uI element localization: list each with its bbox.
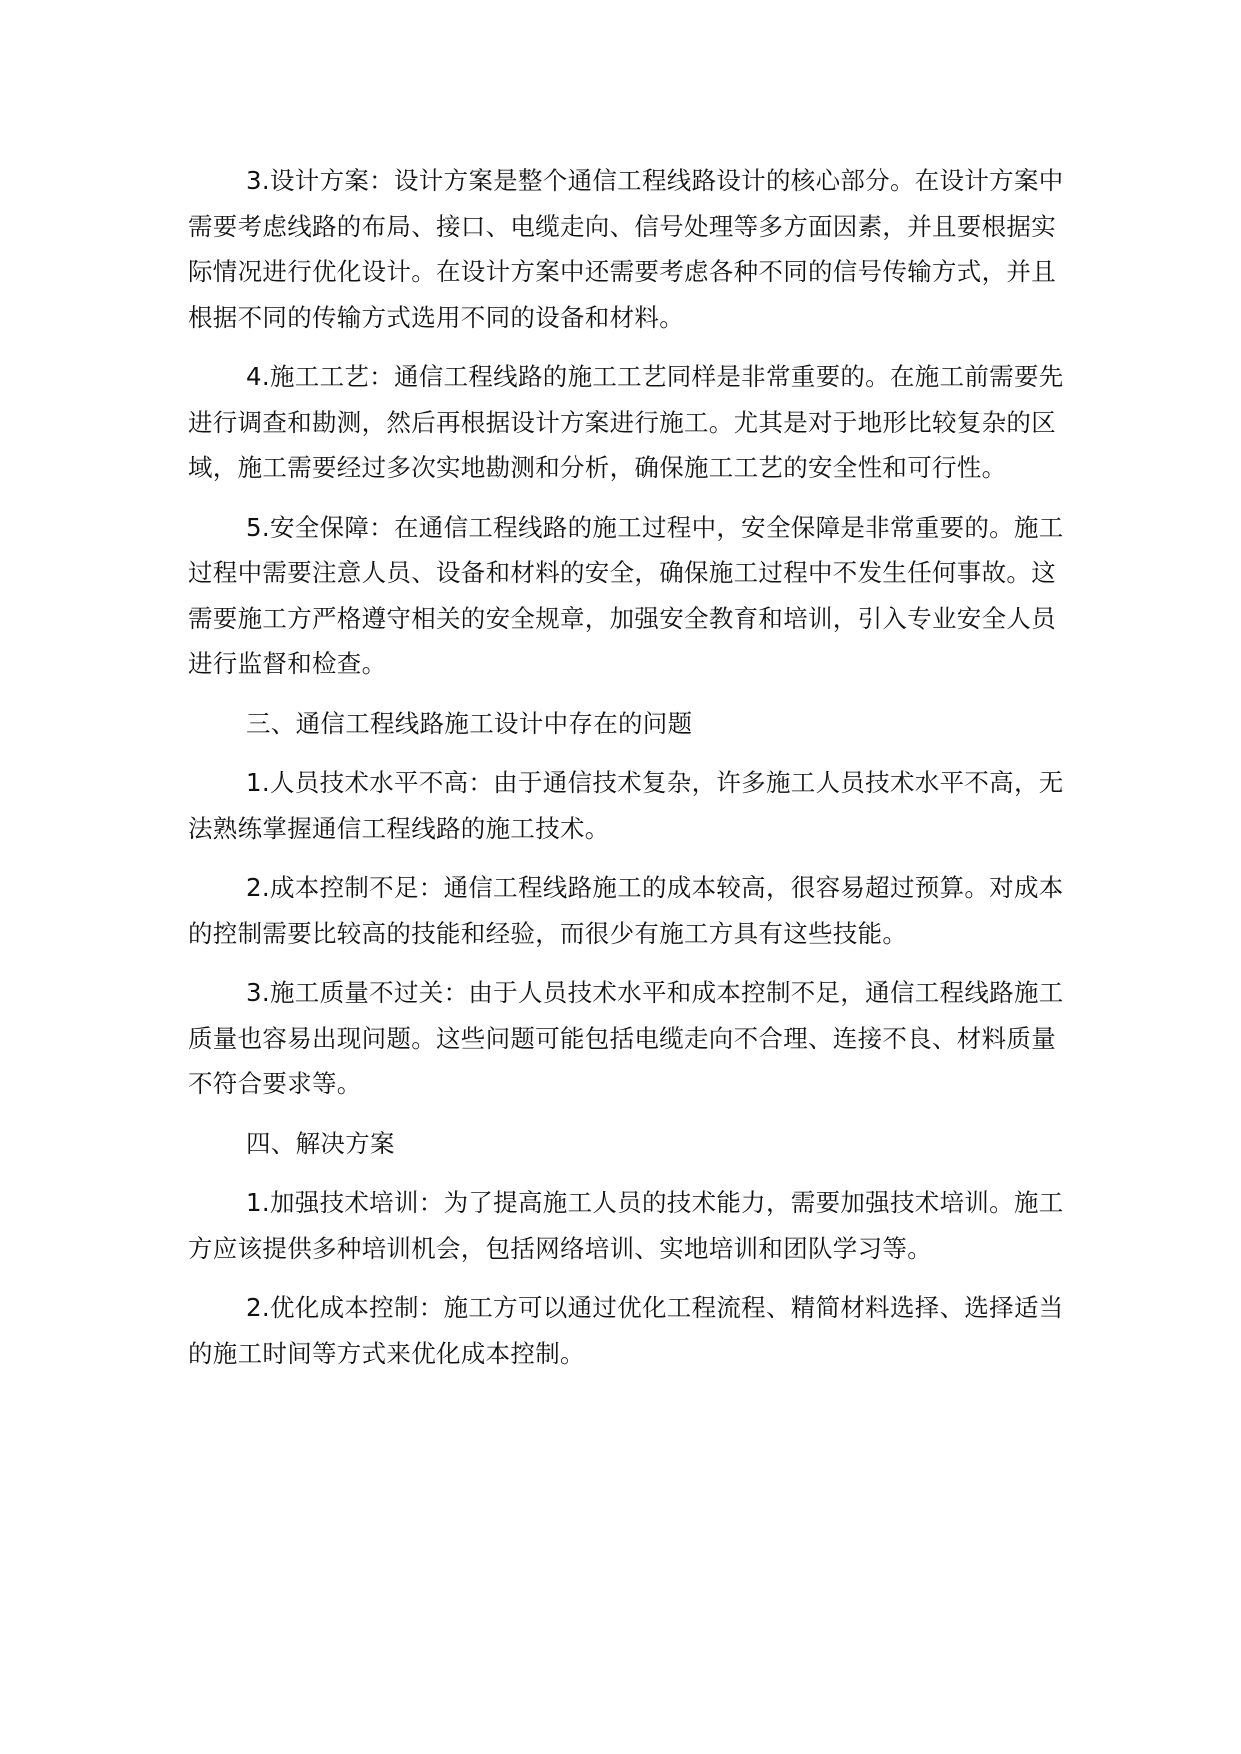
paragraph-optimize-cost: 2.优化成本控制：施工方可以通过优化工程流程、精简材料选择、选择适当的施工时间等方式来优化成本控制。 [188,1293,1064,1368]
document-body [188,158,1068,1390]
paragraph-quality: 3.施工质量不过关：由于人员技术水平和成本控制不足，通信工程线路施工质量也容易出现问题。这些问题可能包括电缆走向不合理、连接不良、材料质量不符合要求等。 [188,978,1064,1098]
paragraph-training: 1.加强技术培训：为了提高施工人员的技术能力，需要加强技术培训。施工方应该提供多种培训机会，包括网络培训、实地培训和团队学习等。 [188,1188,1064,1263]
paragraph-safety-assurance: 5.安全保障：在通信工程线路的施工过程中，安全保障是非常重要的。施工过程中需要注意人员、设备和材料的安全，确保施工过程中不发生任何事故。这需要施工方严格遵守相关的安全规章，加强安全教育和培训，引入专业安全人员进行监督和检查。 [188,512,1064,678]
paragraph-design-plan: 3.设计方案：设计方案是整个通信工程线路设计的核心部分。在设计方案中需要考虑线路的布局、接口、电缆走向、信号处理等多方面因素，并且要根据实际情况进行优化设计。在设计方案中还需要考虑各种不同的信号传输方式，并且根据不同的传输方式选用不同的设备和材料。 [188,166,1064,332]
paragraph-skill-level: 1.人员技术水平不高：由于通信技术复杂，许多施工人员技术水平不高，无法熟练掌握通信工程线路的施工技术。 [188,768,1064,843]
section-heading-problems: 三、通信工程线路施工设计中存在的问题 [246,708,693,738]
section-heading-solutions: 四、解决方案 [246,1128,395,1158]
paragraph-cost-control: 2.成本控制不足：通信工程线路施工的成本较高，很容易超过预算。对成本的控制需要比较高的技能和经验，而很少有施工方具有这些技能。 [188,873,1064,948]
paragraph-construction-process: 4.施工工艺：通信工程线路的施工工艺同样是非常重要的。在施工前需要先进行调查和勘测，然后再根据设计方案进行施工。尤其是对于地形比较复杂的区域，施工需要经过多次实地勘测和分析，确保施工工艺的安全性和可行性。 [188,362,1064,482]
